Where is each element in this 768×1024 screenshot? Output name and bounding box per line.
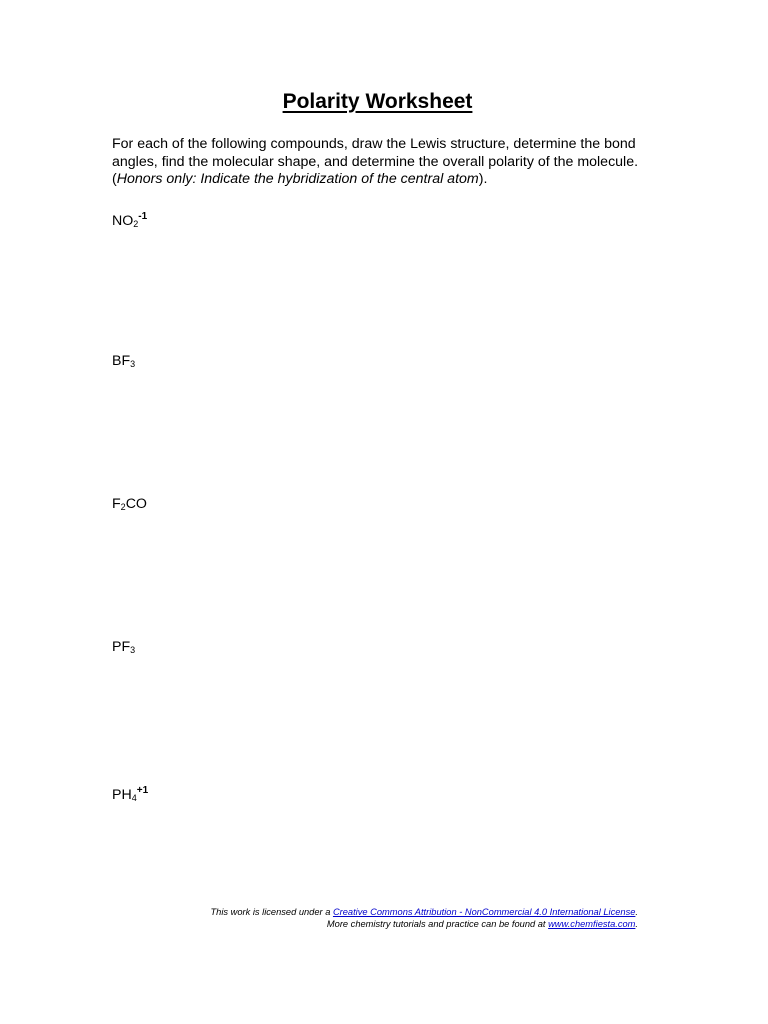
compound-f2co [112, 496, 147, 516]
compound-bf3 [112, 353, 135, 373]
compound-formula: PF [112, 639, 131, 655]
compound-subscript: 2 [133, 219, 139, 229]
license-footer [0, 906, 638, 930]
instructions-honors-note: Honors only: Indicate the hybridization of the central atom [116, 171, 479, 187]
compound-formula: PH [112, 787, 132, 803]
site-link[interactable]: www.chemfiesta.com [548, 919, 636, 929]
compound-formula: BF [112, 353, 131, 369]
license-prefix: This work is licensed under a [210, 907, 333, 917]
license-suffix: . [635, 907, 638, 917]
compound-ph4 [112, 782, 148, 807]
site-suffix: . [635, 919, 638, 929]
site-prefix: More chemistry tutorials and practice can be found at [326, 919, 549, 929]
license-line [0, 906, 638, 918]
compound-subscript: 3 [130, 359, 136, 369]
compound-charge: +1 [136, 785, 149, 796]
compound-formula: NO [112, 213, 134, 229]
compound-subscript: 2 [120, 502, 126, 512]
site-line [0, 918, 638, 930]
compound-formula-rest: CO [125, 496, 147, 512]
compound-formula: F [112, 496, 121, 512]
compound-pf3 [112, 639, 135, 659]
compound-subscript: 4 [131, 793, 137, 803]
license-link[interactable]: Creative Commons Attribution - NonCommercial 4.0 International License [332, 907, 636, 917]
compound-subscript: 3 [130, 645, 136, 655]
compound-no2 [112, 208, 147, 233]
instructions-text: For each of the following compounds, draw the Lewis structure, determine the bond angles, find the molecular shape, and determine the overall polarity of the molecule. ( [112, 136, 639, 187]
instructions-paragraph [112, 136, 652, 189]
page-title: Polarity Worksheet [282, 90, 473, 113]
compound-charge: -1 [138, 211, 148, 222]
instructions-end: ). [478, 171, 488, 187]
